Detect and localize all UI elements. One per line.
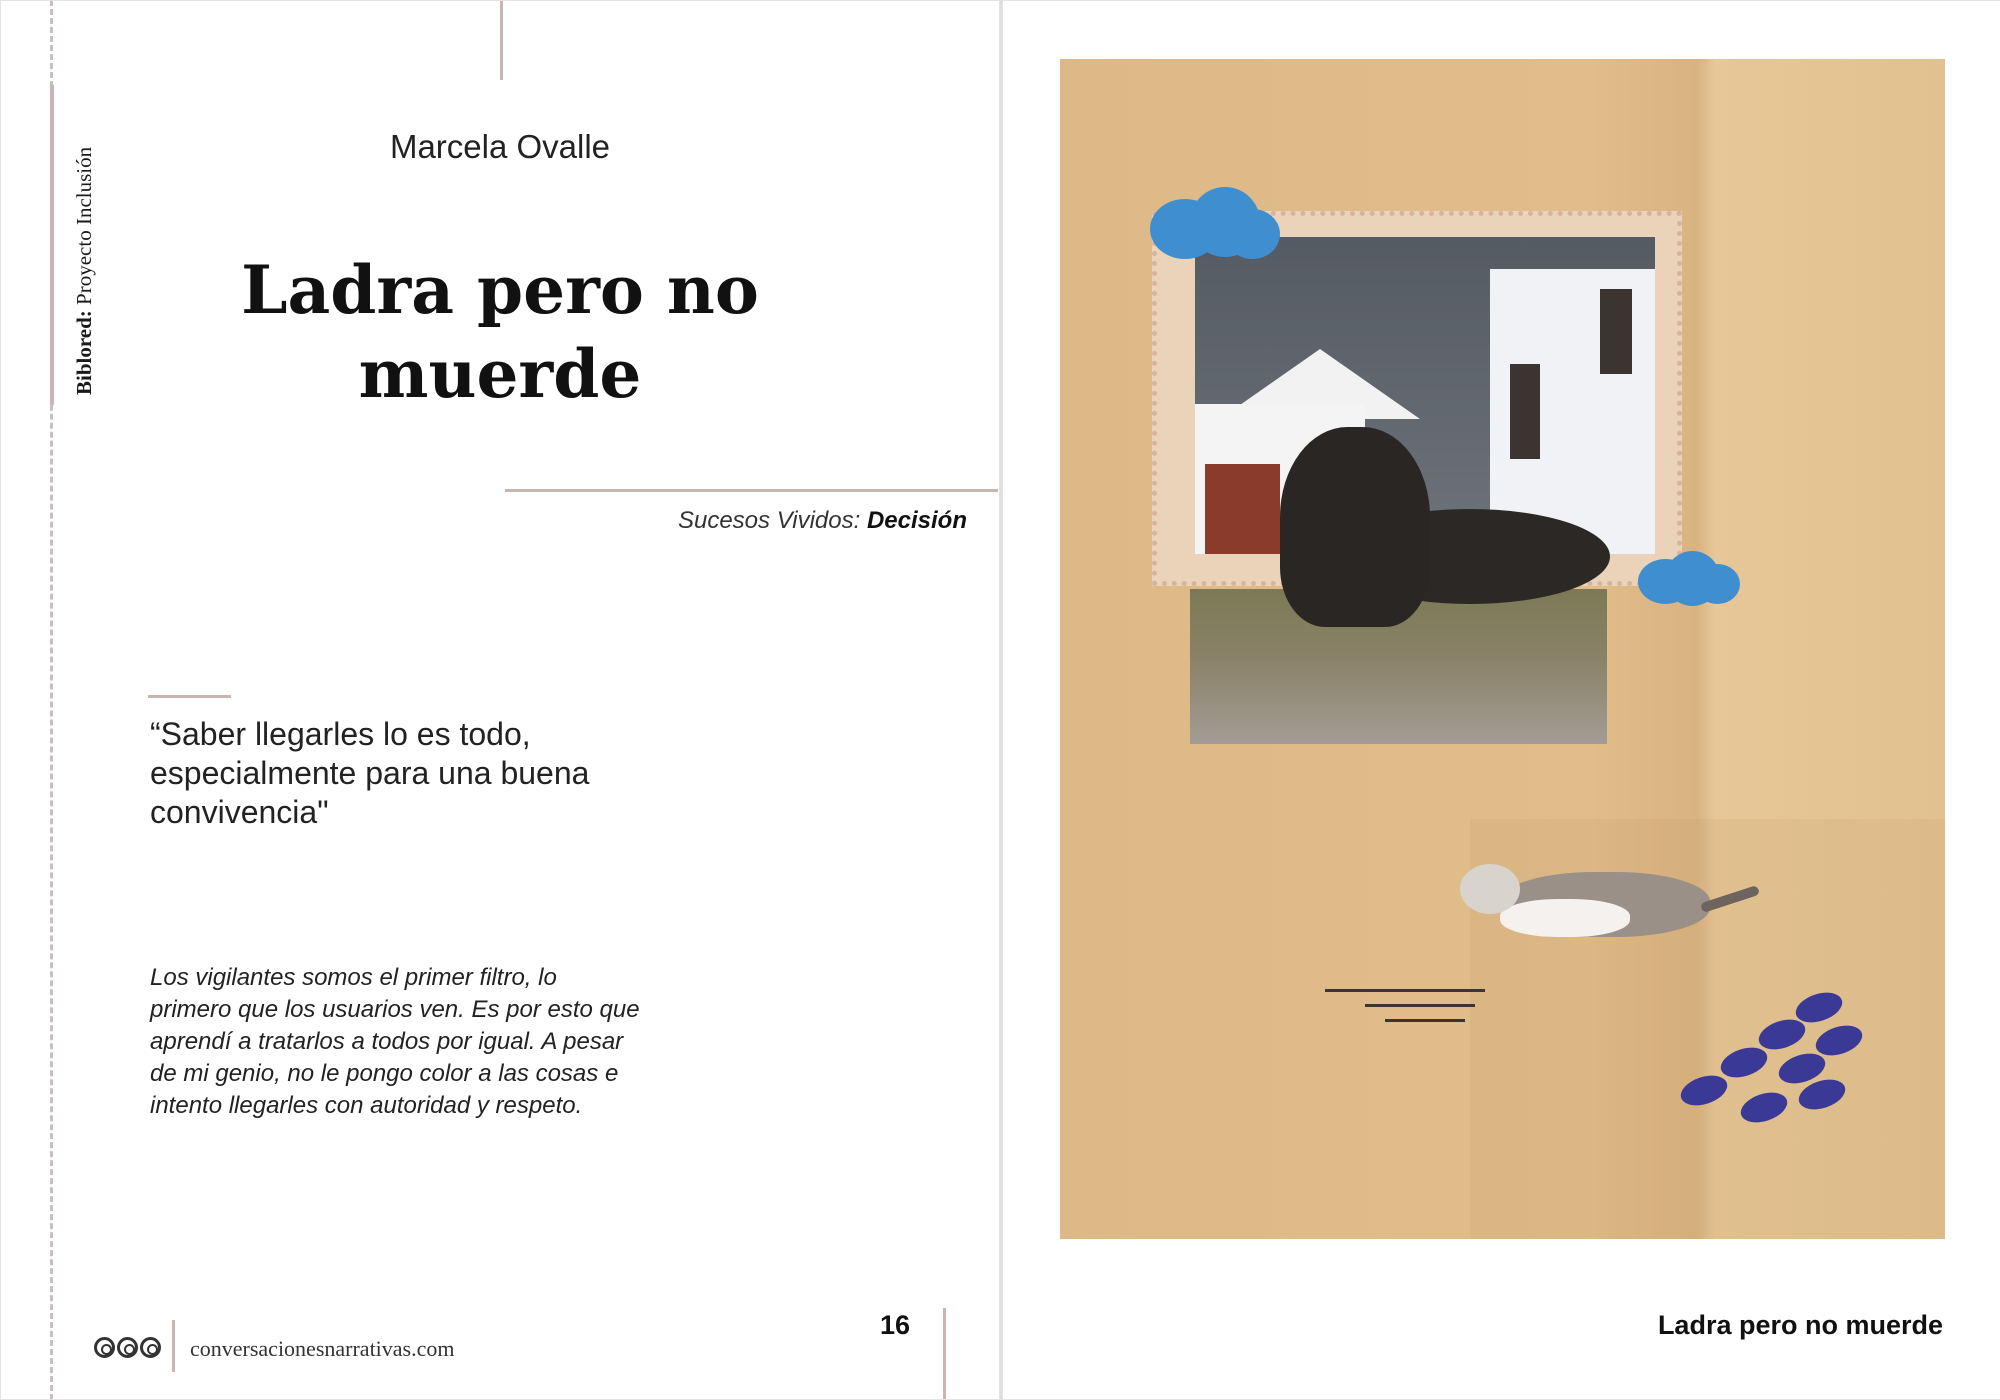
- footer-divider: [172, 1320, 175, 1372]
- category-label: Sucesos Vividos:: [677, 507, 867, 534]
- side-accent-bar: [50, 85, 54, 405]
- right-page: [1000, 0, 2000, 1400]
- window: [1600, 289, 1632, 374]
- cc-by-icon: [117, 1337, 138, 1358]
- category-value: Decisión: [866, 507, 967, 534]
- side-label-text: Proyecto Inclusión: [72, 146, 96, 311]
- title-line-1: Ladra pero no: [241, 251, 759, 329]
- top-rule: [500, 0, 503, 80]
- door: [1205, 464, 1280, 554]
- cat: [1460, 854, 1750, 954]
- author-name: Marcela Ovalle: [389, 128, 611, 165]
- photo-caption: Ladra pero no muerde: [1657, 1310, 1943, 1340]
- title-line-2: muerde: [358, 335, 642, 413]
- pull-quote: “Saber llegarles lo es todo, especialmente para una buena convivencia": [150, 716, 590, 830]
- window: [1510, 364, 1540, 459]
- page-number-rule: [943, 1308, 946, 1400]
- ink-stroke: [1325, 989, 1485, 992]
- ink-stroke: [1385, 1019, 1465, 1022]
- ink-marks: [1325, 969, 1525, 1049]
- page-number: 16: [880, 1310, 911, 1340]
- article-title: [220, 248, 780, 416]
- dog: [1280, 427, 1430, 627]
- creative-commons-icon: [94, 1337, 161, 1358]
- cloud-icon: [1225, 209, 1280, 259]
- cc-nc-icon: [140, 1337, 161, 1358]
- quote-rule: [148, 695, 231, 698]
- cat-head: [1460, 864, 1520, 914]
- side-label: [72, 147, 97, 395]
- category-line: [678, 507, 967, 535]
- collage-photo: [1060, 59, 1945, 1239]
- body-paragraph: Los vigilantes somos el primer filtro, lo primero que los usuarios ven. Es por esto que aprendí a tratarlos a todos por igual. A pesar de mi genio, no le pongo color a las cosas e intento llegarles con autoridad y respeto.: [150, 964, 640, 1119]
- footer-url: conversacionesnarrativas.com: [190, 1336, 455, 1361]
- section-rule: [505, 489, 998, 492]
- side-label-bold: Biblored:: [72, 310, 96, 395]
- ink-stroke: [1365, 1004, 1475, 1007]
- cloud-icon: [1695, 564, 1740, 604]
- cc-icon: [94, 1337, 115, 1358]
- cat-belly: [1500, 899, 1630, 937]
